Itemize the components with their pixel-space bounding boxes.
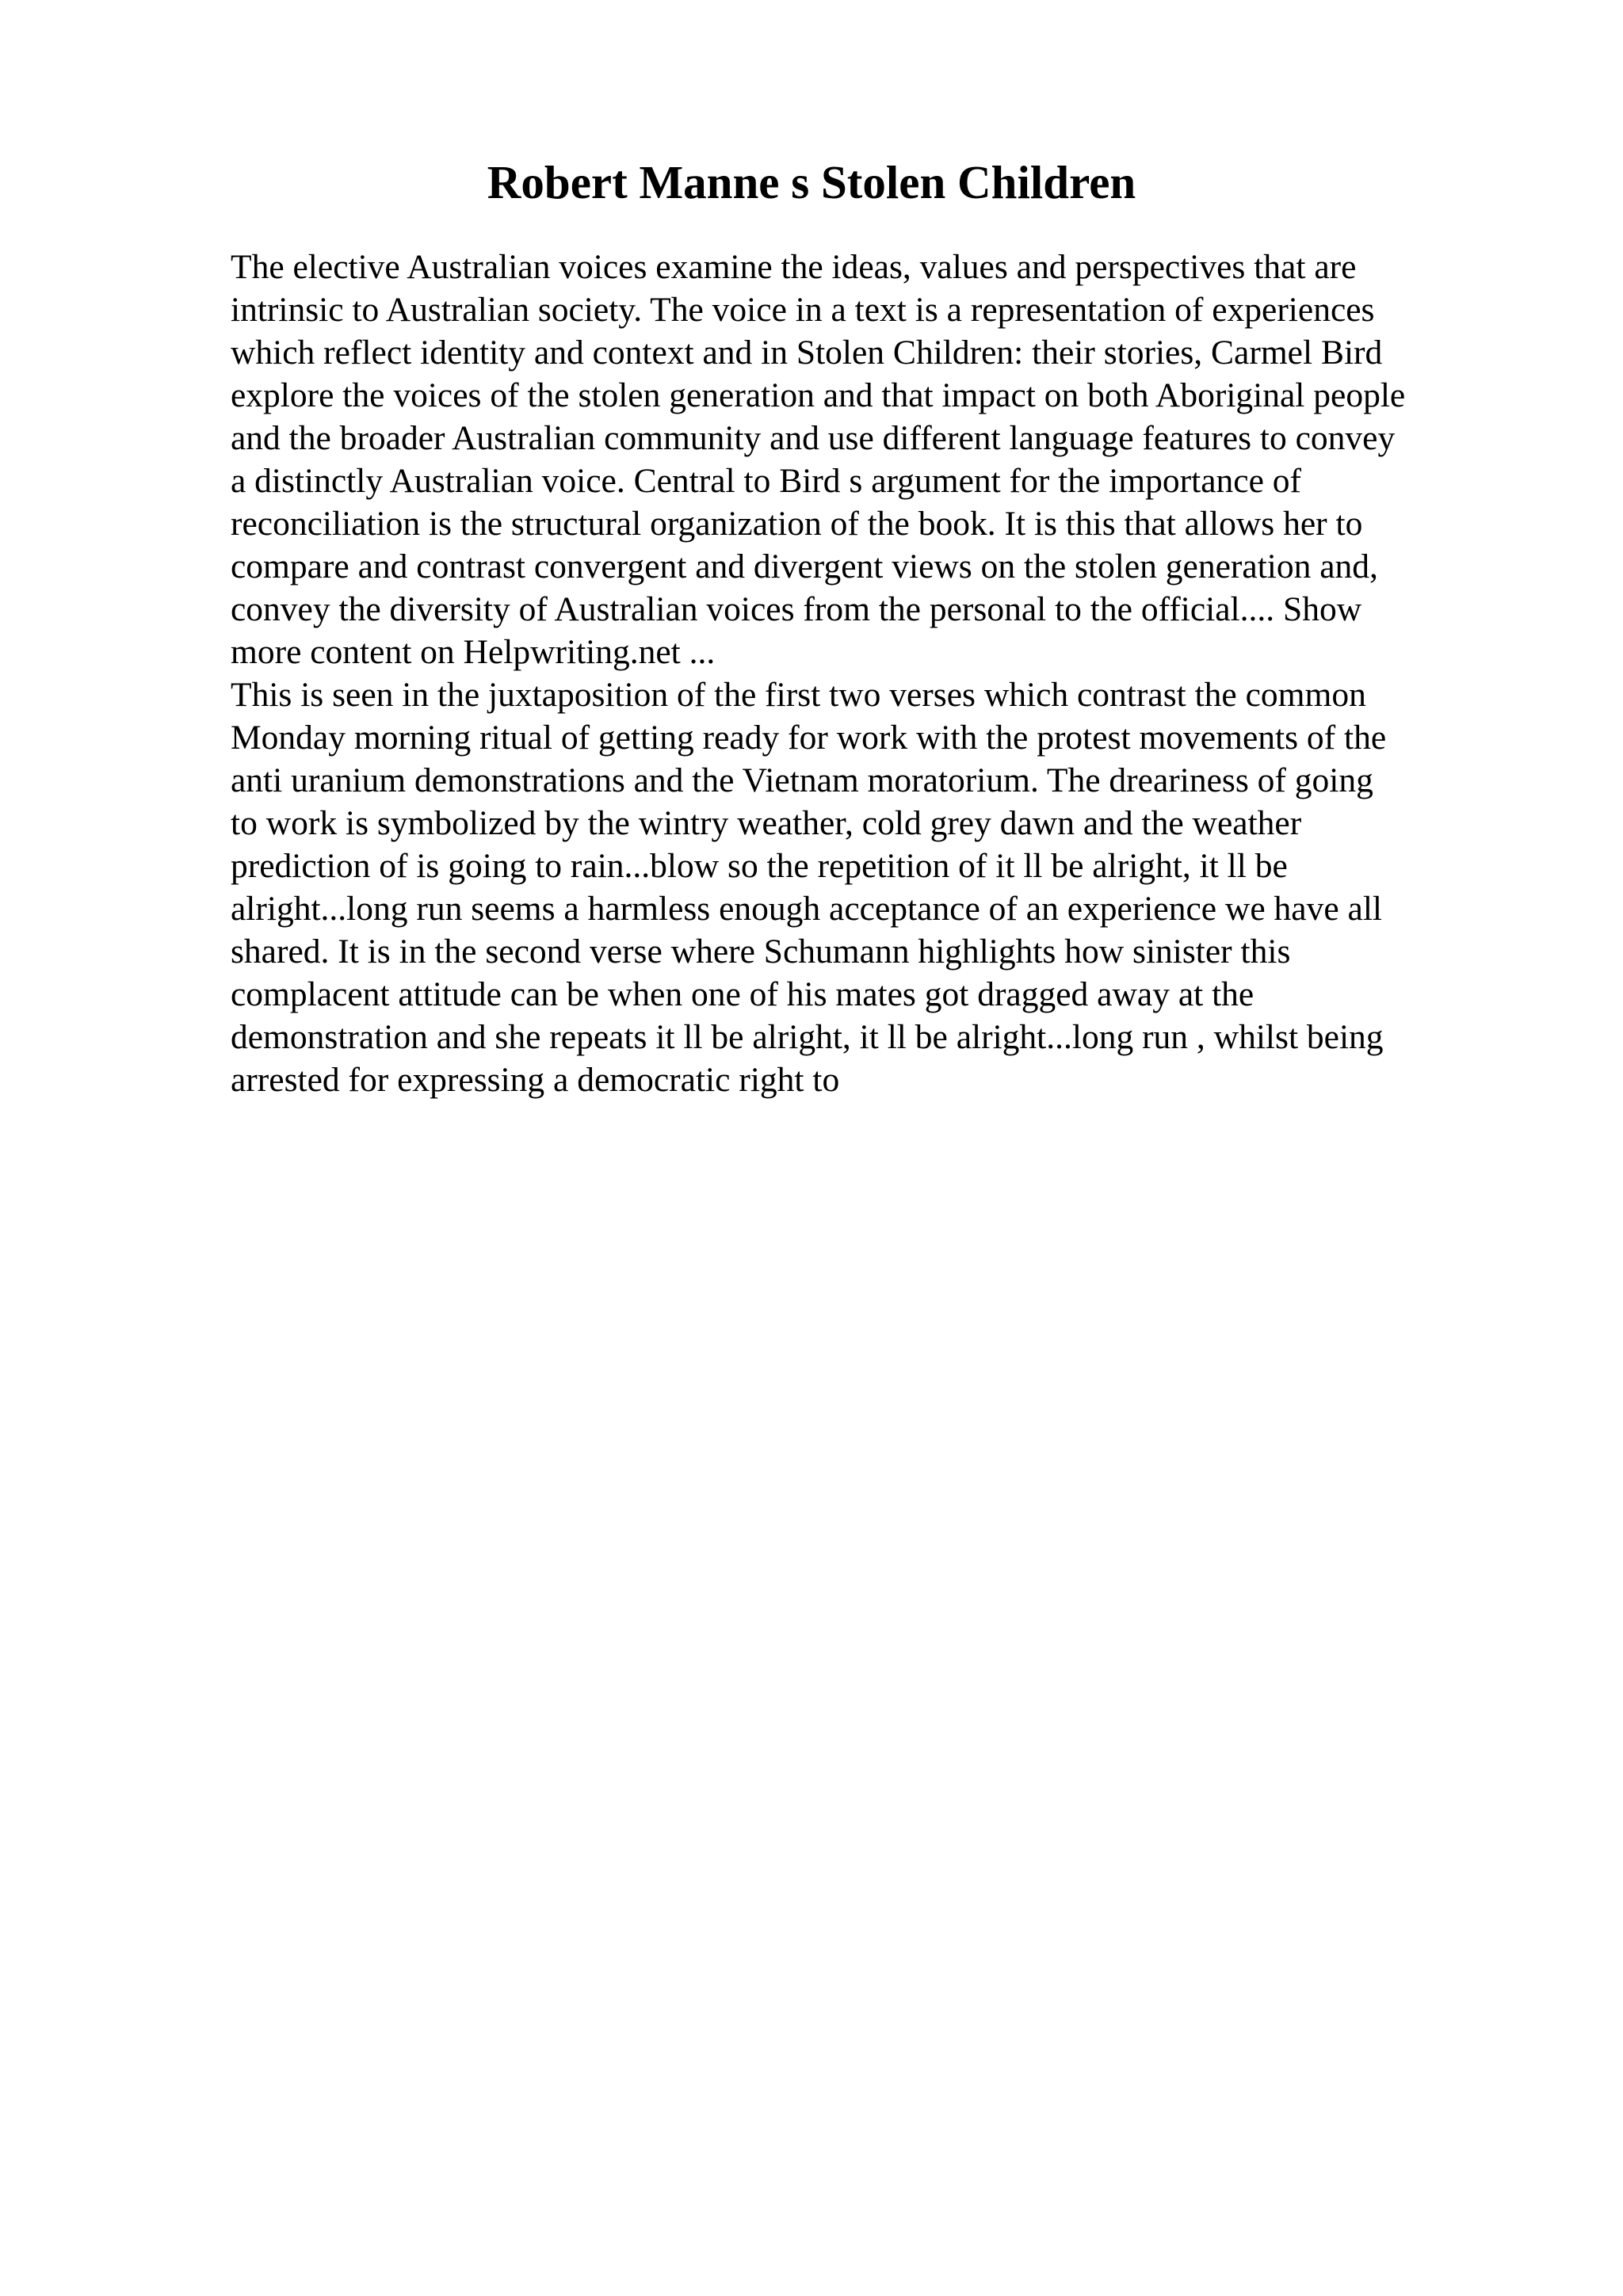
text-line: compare and contrast convergent and divergent views on the stolen generation and, <box>231 547 1378 585</box>
text-line: a distinctly Australian voice. Central to Bird s argument for the importance of <box>231 462 1301 500</box>
document-title: Robert Manne s Stolen Children <box>487 156 1136 208</box>
text-line: demonstration and she repeats it ll be alright, it ll be alright...long run , whilst being <box>231 1018 1384 1056</box>
text-line: This is seen in the juxtaposition of the first two verses which contrast the common <box>231 676 1366 714</box>
paragraph-2 <box>231 673 1530 1101</box>
paragraph-1 <box>231 246 1530 673</box>
text-line: more content on Helpwriting.net ... <box>231 633 716 671</box>
text-line: intrinsic to Australian society. The voice in a text is a representation of experiences <box>231 291 1375 329</box>
text-line: arrested for expressing a democratic right to <box>231 1061 840 1099</box>
text-line: explore the voices of the stolen generation and that impact on both Aboriginal people <box>231 376 1406 414</box>
text-line: and the broader Australian community and use different language features to convey <box>231 419 1396 457</box>
text-line: complacent attitude can be when one of his mates got dragged away at the <box>231 975 1254 1013</box>
text-line: The elective Australian voices examine the ideas, values and perspectives that are <box>231 248 1357 286</box>
text-line: prediction of is going to rain...blow so the repetition of it ll be alright, it ll be <box>231 847 1288 885</box>
text-line: shared. It is in the second verse where Schumann highlights how sinister this <box>231 933 1291 971</box>
text-line: anti uranium demonstrations and the Vietnam moratorium. The dreariness of going <box>231 761 1373 799</box>
text-line: which reflect identity and context and in Stolen Children: their stories, Carmel Bird <box>231 334 1383 372</box>
text-line: Monday morning ritual of getting ready for work with the protest movements of the <box>231 719 1387 757</box>
text-line: to work is symbolized by the wintry weather, cold grey dawn and the weather <box>231 804 1302 842</box>
text-line: reconciliation is the structural organization of the book. It is this that allows her to <box>231 505 1363 543</box>
text-line: convey the diversity of Australian voices from the personal to the official.... Show <box>231 590 1362 628</box>
text-line: alright...long run seems a harmless enough acceptance of an experience we have all <box>231 890 1383 928</box>
document-body <box>231 246 1530 1101</box>
